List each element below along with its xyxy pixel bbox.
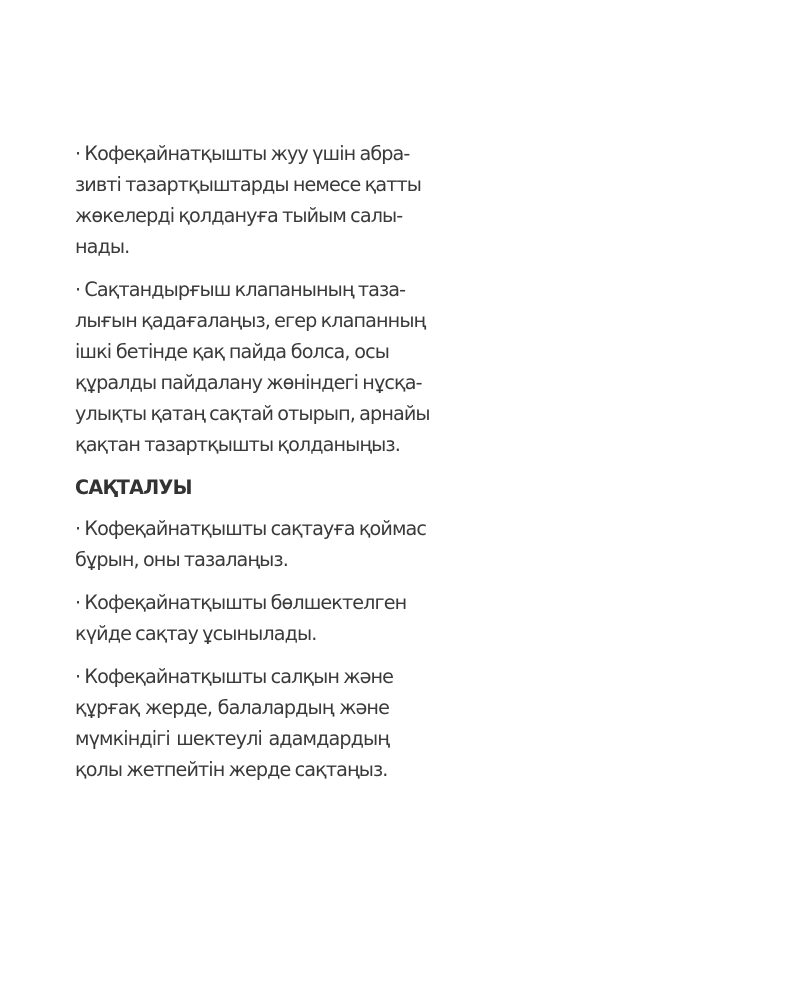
storage-paragraph-clean-first: [75, 513, 427, 575]
storage-heading: САҚТАЛУЫ: [75, 476, 192, 499]
text-line: · Кофеқайнатқышты салқын және: [75, 665, 394, 688]
text-line: · Кофеқайнатқышты сақтауға қоймас: [75, 517, 427, 540]
text-line: · Кофеқайнатқышты жуу үшін абра-: [75, 142, 410, 165]
text-line: қақтан тазартқышты қолданыңыз.: [75, 433, 400, 456]
text-line: улықты қатаң сақтай отырып, арнайы: [75, 402, 430, 425]
text-line: құрғақ жерде, балалардың және: [75, 696, 389, 719]
text-line: қолы жетпейтін жерде сақтаңыз.: [75, 758, 388, 781]
cleaning-paragraph-abrasives: [75, 138, 422, 262]
storage-paragraph-location: [75, 661, 394, 785]
text-line: мүмкіндігі шектеулі адамдардың: [75, 727, 389, 750]
text-line: бұрын, оны тазалаңыз.: [75, 548, 288, 571]
text-line: ішкі бетінде қақ пайда болса, осы: [75, 340, 389, 363]
text-line: · Кофеқайнатқышты бөлшектелген: [75, 591, 407, 614]
text-line: лығын қадағалаңыз, егер клапанның: [75, 309, 426, 332]
text-column: [75, 138, 430, 797]
text-line: күйде сақтау ұсынылады.: [75, 622, 317, 645]
text-line: зивті тазартқыштарды немесе қатты: [75, 173, 422, 196]
storage-paragraph-disassembled: [75, 587, 407, 649]
text-line: нады.: [75, 235, 130, 258]
text-line: құралды пайдалану жөніндегі нұсқа-: [75, 371, 422, 394]
text-line: · Сақтандырғыш клапанының таза-: [75, 278, 406, 301]
text-line: жөкелерді қолдануға тыйым салы-: [75, 204, 403, 227]
cleaning-paragraph-safety-valve: [75, 274, 430, 460]
